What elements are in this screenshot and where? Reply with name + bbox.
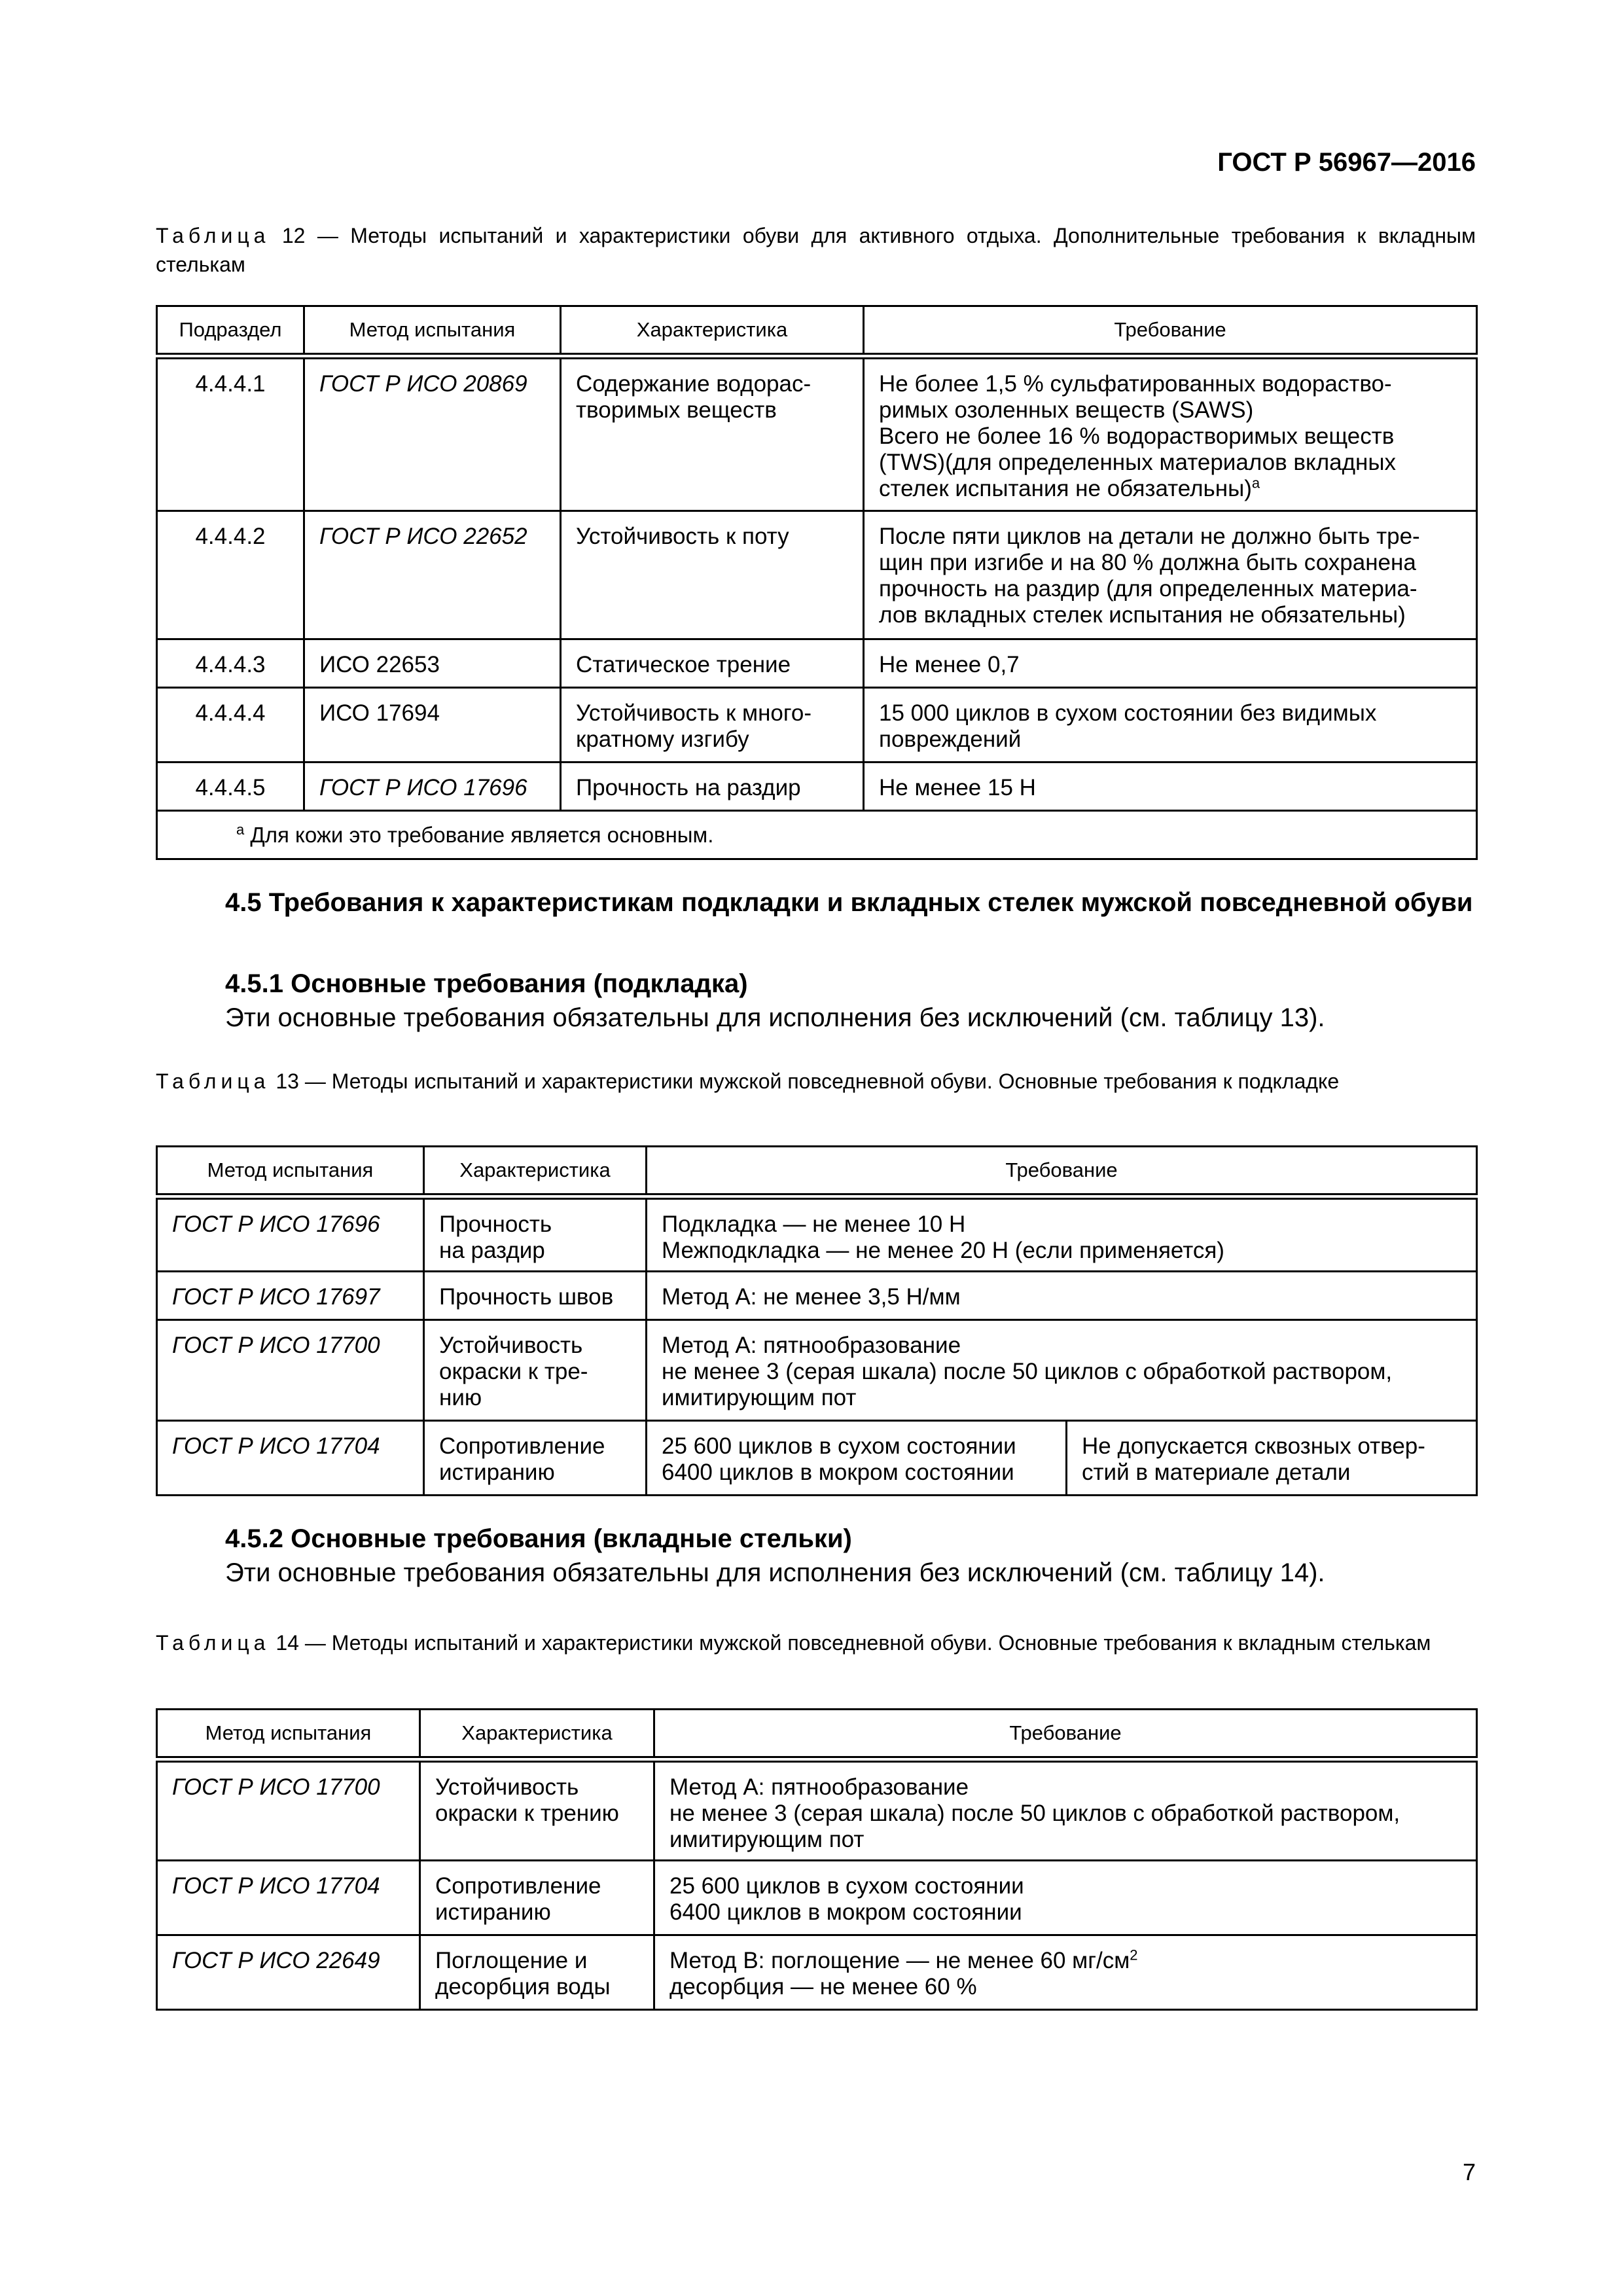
table14-caption-text: 14 — Методы испытаний и характеристики мужской повседневной обуви. Основные требования к вкладным стелькам (270, 1631, 1431, 1655)
table13-cell-characteristic: Сопротивление истиранию (424, 1421, 647, 1496)
subsection-heading-4-5-1: 4.5.1 Основные требования (подкладка) (225, 969, 748, 998)
table-row (157, 687, 1477, 762)
paragraph-4-5-2: Эти основные требования обязательны для исполнения без исключений (см. таблицу 14). (225, 1558, 1325, 1587)
table14-cell-characteristic: Поглощение и десорбция воды (420, 1935, 654, 2010)
table-row (157, 1935, 1477, 2010)
table13-header-row (157, 1147, 1477, 1197)
table12-cell-characteristic: Содержание водорас- творимых веществ (561, 356, 864, 511)
table14-header-row (157, 1710, 1477, 1760)
table12-cell-subsection: 4.4.4.5 (157, 762, 304, 810)
table13-cell-method: ГОСТ Р ИСО 17697 (157, 1272, 424, 1320)
table12-header-subsection: Подраздел (157, 306, 304, 357)
table14-cell-method: ГОСТ Р ИСО 17700 (157, 1759, 420, 1861)
table12-cell-requirement: После пяти циклов на детали не должно быть тре- щин при изгибе и на 80 % должна быть сохранена прочность на раздир (для определенных материа- лов вкладных стелек испытания не обязательны) (864, 511, 1477, 639)
table-14 (156, 1708, 1478, 2011)
table-row (157, 1861, 1477, 1935)
section-heading-4-5: 4.5 Требования к характеристикам подкладки и вкладных стелек мужской повседневной обуви (225, 888, 1473, 917)
table12-footnote-row (157, 810, 1477, 859)
table14-header-characteristic: Характеристика (420, 1710, 654, 1760)
table13-cell-requirement: 25 600 циклов в сухом состоянии 6400 циклов в мокром состоянии (647, 1421, 1067, 1496)
table12-cell-subsection: 4.4.4.3 (157, 639, 304, 687)
superscript: 2 (1130, 1946, 1138, 1964)
table13-header-characteristic: Характеристика (424, 1147, 647, 1197)
table12-header-characteristic: Характеристика (561, 306, 864, 357)
table13-cell-characteristic: Прочность швов (424, 1272, 647, 1320)
table-row (157, 1272, 1477, 1320)
table12-cell-subsection: 4.4.4.1 (157, 356, 304, 511)
table13-cell-requirement: Метод А: пятнообразование не менее 3 (серая шкала) после 50 циклов с обработкой раствором, имитирующим пот (647, 1320, 1477, 1421)
table12-cell-requirement: 15 000 циклов в сухом состоянии без видимых повреждений (864, 687, 1477, 762)
table12-header-requirement: Требование (864, 306, 1477, 357)
table-row (157, 1196, 1477, 1272)
table12-header-method: Метод испытания (304, 306, 561, 357)
table13-caption-text: 13 — Методы испытаний и характеристики мужской повседневной обуви. Основные требования к подкладке (270, 1069, 1340, 1093)
table14-cell-characteristic: Устойчивость окраски к трению (420, 1759, 654, 1861)
table12-cell-method: ГОСТ Р ИСО 22652 (304, 511, 561, 639)
table12-caption-label: Таблица (156, 224, 270, 247)
table14-cell-characteristic: Сопротивление истиранию (420, 1861, 654, 1935)
table14-header-method: Метод испытания (157, 1710, 420, 1760)
table14-caption (156, 1628, 1476, 1657)
table12-caption (156, 221, 1476, 279)
paragraph-4-5-1: Эти основные требования обязательны для исполнения без исключений (см. таблицу 13). (225, 1003, 1325, 1032)
table13-cell-requirement-note: Не допускается сквозных отвер- стий в материале детали (1067, 1421, 1477, 1496)
table13-cell-method: ГОСТ Р ИСО 17700 (157, 1320, 424, 1421)
page-number: 7 (1462, 2159, 1476, 2185)
footnote-marker: a (1251, 475, 1260, 492)
table12-cell-method: ИСО 22653 (304, 639, 561, 687)
table12-cell-method: ИСО 17694 (304, 687, 561, 762)
table12-header-row (157, 306, 1477, 357)
table13-header-method: Метод испытания (157, 1147, 424, 1197)
table12-cell-method: ГОСТ Р ИСО 17696 (304, 762, 561, 810)
table13-cell-method: ГОСТ Р ИСО 17696 (157, 1196, 424, 1272)
table-row (157, 639, 1477, 687)
table14-cell-method: ГОСТ Р ИСО 22649 (157, 1935, 420, 2010)
table14-cell-requirement (654, 1935, 1477, 2010)
table14-cell-requirement: Метод А: пятнообразование не менее 3 (серая шкала) после 50 циклов с обработкой раствором, имитирующим пот (654, 1759, 1477, 1861)
table12-cell-method: ГОСТ Р ИСО 20869 (304, 356, 561, 511)
footnote-marker: a (236, 821, 245, 838)
table12-cell-requirement (864, 356, 1477, 511)
table13-cell-characteristic: Устойчивость окраски к тре- нию (424, 1320, 647, 1421)
table14-cell-method: ГОСТ Р ИСО 17704 (157, 1861, 420, 1935)
table13-cell-requirement: Метод А: не менее 3,5 Н/мм (647, 1272, 1477, 1320)
requirement-text-line2: десорбция — не менее 60 % (669, 1974, 977, 2000)
table12-cell-characteristic: Устойчивость к много- кратному изгибу (561, 687, 864, 762)
table14-header-requirement: Требование (654, 1710, 1477, 1760)
table14-cell-requirement: 25 600 циклов в сухом состоянии 6400 циклов в мокром состоянии (654, 1861, 1477, 1935)
table-13 (156, 1145, 1478, 1496)
requirement-text: Не более 1,5 % сульфатированных водораство- римых озоленных веществ (SAWS) Всего не более 16 % водорастворимых веществ (TWS)(для определенных материалов вкладных стелек испытания не обязательны) (879, 371, 1397, 501)
table-row (157, 762, 1477, 810)
requirement-text: Метод В: поглощение — не менее 60 мг/см (669, 1948, 1130, 1973)
table13-cell-requirement: Подкладка — не менее 10 Н Межподкладка — не менее 20 Н (если применяется) (647, 1196, 1477, 1272)
table12-cell-subsection: 4.4.4.4 (157, 687, 304, 762)
table12-cell-characteristic: Прочность на раздир (561, 762, 864, 810)
table-row (157, 1421, 1477, 1496)
table-row (157, 356, 1477, 511)
table-row (157, 511, 1477, 639)
table12-cell-subsection: 4.4.4.2 (157, 511, 304, 639)
table12-cell-requirement: Не менее 15 Н (864, 762, 1477, 810)
table13-cell-characteristic: Прочность на раздир (424, 1196, 647, 1272)
table12-footnote (157, 810, 1477, 859)
table-row (157, 1759, 1477, 1861)
table12-caption-text: 12 — Методы испытаний и характеристики обуви для активного отдыха. Дополнительные требования к вкладным стелькам (156, 224, 1476, 276)
table13-caption (156, 1067, 1476, 1096)
table13-header-requirement: Требование (647, 1147, 1477, 1197)
table12-cell-requirement: Не менее 0,7 (864, 639, 1477, 687)
document-code: ГОСТ Р 56967—2016 (1217, 148, 1476, 177)
table14-caption-label: Таблица (156, 1631, 270, 1655)
table12-cell-characteristic: Устойчивость к поту (561, 511, 864, 639)
subsection-heading-4-5-2: 4.5.2 Основные требования (вкладные стельки) (225, 1524, 852, 1553)
footnote-text: Для кожи это требование является основным. (244, 822, 714, 847)
table13-cell-method: ГОСТ Р ИСО 17704 (157, 1421, 424, 1496)
table-row (157, 1320, 1477, 1421)
table-12 (156, 305, 1478, 860)
table13-caption-label: Таблица (156, 1069, 270, 1093)
table12-cell-characteristic: Статическое трение (561, 639, 864, 687)
